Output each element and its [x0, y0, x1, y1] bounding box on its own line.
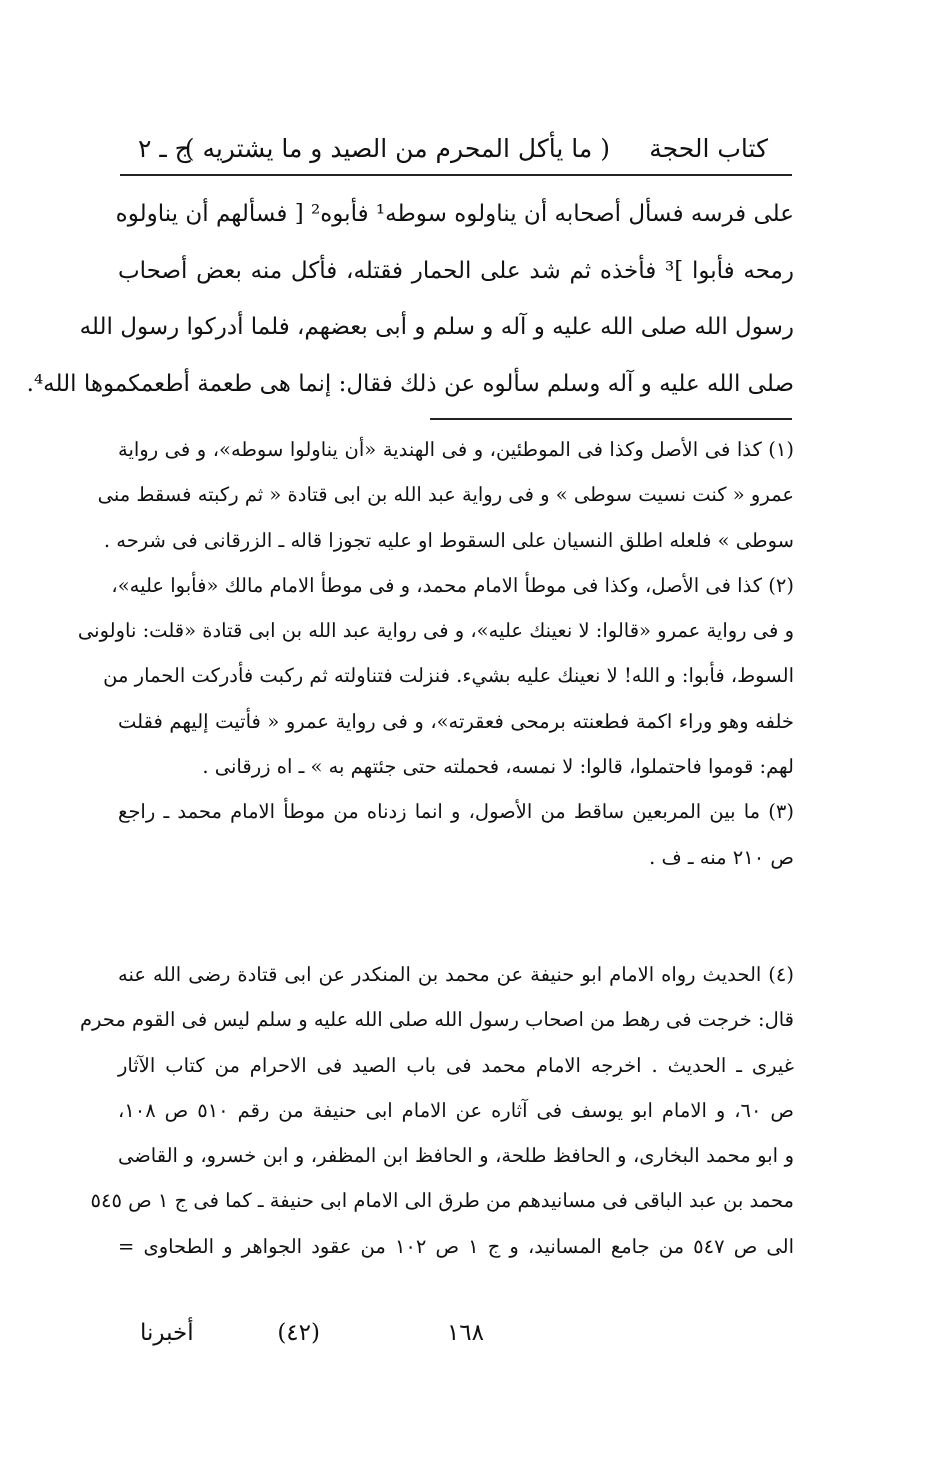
footnote-separator [430, 418, 792, 420]
footnote-line: ص ٢١٠ منه ـ ف . [649, 845, 794, 869]
footnote-line: عمرو « كنت نسيت سوطى » و فى رواية عبد الله بن ابى قتادة « ثم ركبته فسقط منى [97, 483, 794, 507]
footnote-line: سوطى » فلعله اطلق النسيان على السقوط او عليه تجوزا قاله ـ الزرقانى فى شرحه . [103, 528, 794, 552]
footnote-line: (٣) ما بين المربعين ساقط من الأصول، و انما زدناه من موطأ الامام محمد ـ راجع [118, 800, 794, 824]
book-title: كتاب الحجة [649, 134, 768, 163]
main-text-line: رمحه فأبوا ]³ فأخذه ثم شد على الحمار فقتله، فأكل منه بعض أصحاب [118, 257, 794, 284]
footnote-line: محمد بن عبد الباقى فى مسانيدهم من طرق الى الامام ابى حنيفة ـ كما فى ج ١ ص ٥٤٥ [90, 1189, 794, 1213]
main-text [26, 186, 794, 412]
footnote-line: و ابو محمد البخارى، و الحافظ طلحة، و الحافظ ابن المظفر، و ابن خسرو، و القاضى [118, 1144, 794, 1168]
footnote-line: السوط، فأبوا: و الله! لا نعينك عليه بشيء. فنزلت فتناولته ثم ركبت فأدركت الحمار من [103, 664, 794, 688]
footnote-line: غيرى ـ الحديث . اخرجه الامام محمد فى باب الصيد فى الاحرام من كتاب الآثار [118, 1053, 794, 1077]
footnote-line: (٢) كذا فى الأصل، وكذا فى موطأ الامام محمد، و فى موطأ الامام مالك «فأبوا عليه»، [111, 573, 794, 597]
header-rule [120, 174, 792, 176]
main-text-line: على فرسه فسأل أصحابه أن يناولوه سوطه¹ فأبوه² [ فسألهم أن يناولوه [115, 201, 794, 227]
page-header [120, 130, 768, 174]
footnote-line: (١) كذا فى الأصل وكذا فى الموطئين، و فى الهندية «أن يناولوا سوطه»، و فى رواية [118, 438, 794, 461]
footnote-line: و فى رواية عمرو «قالوا: لا نعينك عليه»، و فى رواية عبد الله بن ابى قتادة «قلت: ناولونى [77, 619, 794, 643]
footnote-line: (٤) الحديث رواه الامام ابو حنيفة عن محمد بن المنكدر عن ابى قتادة رضى الله عنه [118, 963, 794, 986]
page-number: ١٦٨ [446, 1320, 484, 1346]
signature-mark: (٤٢) [277, 1320, 320, 1346]
footnote-line: الى ص ٥٤٧ من جامع المسانيد، و ج ١ ص ١٠٢ من عقود الجواهر و الطحاوى = [118, 1234, 794, 1258]
section-title: ( ما يأكل المحرم من الصيد و ما يشتريه ) [184, 134, 610, 163]
page-footer [140, 1320, 740, 1360]
footnote-line: خلفه وهو وراء اكمة فطعنته برمحى فعقرته»، و فى رواية عمرو « فأتيت إليهم فقلت [118, 709, 794, 733]
main-text-line: رسول الله صلى الله عليه و آله و سلم و أبى بعضهم، فلما أدركوا رسول الله [79, 314, 794, 340]
catchword: أخبرنا [140, 1320, 194, 1346]
footnote-line: لهم: قوموا فاحتملوا، قالوا: لا نمسه، فحملته حتى جئتهم به » ـ اه زرقانى . [202, 755, 794, 779]
footnote-4 [79, 952, 794, 1269]
footnote-line: قال: خرجت فى رهط من اصحاب رسول الله صلى الله عليه و سلم ليس فى القوم محرم [79, 1008, 794, 1032]
footnote-line: ص ٦٠، و الامام ابو يوسف فى آثاره عن الامام ابى حنيفة من رقم ٥١٠ ص ١٠٨، [118, 1098, 794, 1122]
footnotes-1-3 [77, 427, 794, 880]
volume-label: ج ـ ٢ [138, 134, 191, 163]
main-text-line: صلى الله عليه و آله وسلم سألوه عن ذلك فقال: إنما هى طعمة أطعمكموها الله⁴. [26, 370, 794, 397]
